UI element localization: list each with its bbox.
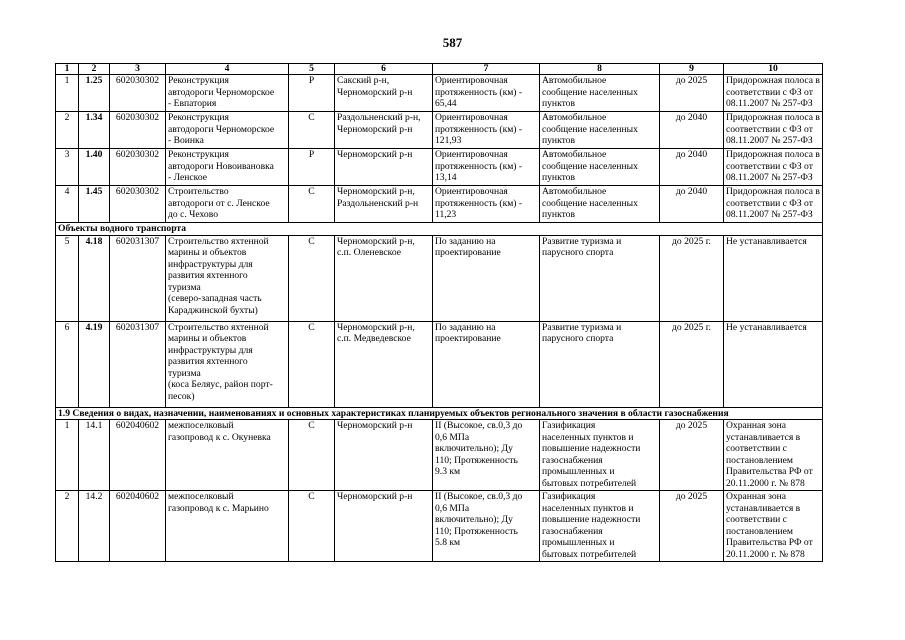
cell-restrictions: Охранная зона устанавливается в соответствии с постановлением Правительства РФ от 20.11.2000 г. № 878 [724,491,823,562]
cell-restrictions: Не устанавливается [724,235,823,321]
cell-location: Черноморский р-н [335,491,433,562]
header-row [56,64,823,75]
header-cell: 3 [110,64,166,75]
cell-characteristics: II (Высокое, св.0,3 до 0,6 МПа включительно); Ду 110; Протяженность 9.3 км [433,420,540,491]
table-row [56,321,823,407]
cell-object-code: 14.1 [79,420,110,491]
cell-row-number: 2 [56,491,79,562]
cell-object-code: 4.18 [79,235,110,321]
header-cell: 7 [433,64,540,75]
cell-characteristics: Ориентировочная протяженность (км) - 121,93 [433,112,540,149]
header-cell: 5 [289,64,335,75]
cell-object-name: межпоселковый газопровод к с. Окуневка [166,420,289,491]
cell-object-name: Строительство яхтенной марины и объектов инфраструктуры для развития яхтенного туризма (северо-западная часть Караджинской бухты) [166,235,289,321]
cell-purpose: Автомобильное сообщение населенных пунктов [540,186,660,223]
cell-row-number: 4 [56,186,79,223]
cell-object-code: 4.19 [79,321,110,407]
cell-object-code: 1.40 [79,149,110,186]
cell-deadline: до 2025 г. [660,321,724,407]
table-row [56,149,823,186]
cell-purpose: Автомобильное сообщение населенных пунктов [540,149,660,186]
section-row [56,223,823,236]
cell-object-code: 14.2 [79,491,110,562]
cell-restrictions: Придорожная полоса в соответствии с ФЗ от 08.11.2007 № 257-ФЗ [724,75,823,112]
cell-object-code: 1.34 [79,112,110,149]
cell-restrictions: Не устанавливается [724,321,823,407]
cell-location: Черноморский р-н, с.п. Оленевское [335,235,433,321]
cell-row-number: 1 [56,75,79,112]
header-cell: 2 [79,64,110,75]
cell-restrictions: Придорожная полоса в соответствии с ФЗ от 08.11.2007 № 257-ФЗ [724,112,823,149]
page-number: 587 [442,35,463,50]
water-section [56,223,823,236]
cell-row-number: 2 [56,112,79,149]
cell-characteristics: II (Высокое, св.0,3 до 0,6 МПа включительно); Ду 110; Протяженность 5.8 км [433,491,540,562]
cell-deadline: до 2025 [660,75,724,112]
cell-status: С [289,186,335,223]
cell-type-code: 602040602 [110,491,166,562]
cell-purpose: Автомобильное сообщение населенных пунктов [540,75,660,112]
cell-object-name: Строительство яхтенной марины и объектов инфраструктуры для развития яхтенного туризма (коса Беляус, район порт- песок) [166,321,289,407]
cell-object-name: Реконструкция автодороги Черноморское - Воинка [166,112,289,149]
cell-object-name: Реконструкция автодороги Новоивановка - Ленское [166,149,289,186]
header-cell: 9 [660,64,724,75]
cell-restrictions: Придорожная полоса в соответствии с ФЗ от 08.11.2007 № 257-ФЗ [724,186,823,223]
cell-characteristics: По заданию на проектирование [433,235,540,321]
road-objects-group [56,75,823,223]
water-objects-group [56,235,823,407]
cell-purpose: Газификация населенных пунктов и повышение надежности газоснабжения промышленных и бытовых потребителей [540,491,660,562]
cell-location: Черноморский р-н, Раздольненский р-н [335,186,433,223]
cell-deadline: до 2040 [660,186,724,223]
cell-location: Черноморский р-н [335,149,433,186]
header-cell: 10 [724,64,823,75]
cell-characteristics: По заданию на проектирование [433,321,540,407]
cell-object-name: Строительство автодороги от с. Ленское до с. Чехово [166,186,289,223]
cell-characteristics: Ориентировочная протяженность (км) - 65,44 [433,75,540,112]
section-row [56,407,823,420]
cell-purpose: Автомобильное сообщение населенных пунктов [540,112,660,149]
cell-deadline: до 2040 [660,112,724,149]
table-row [56,75,823,112]
cell-type-code: 602030302 [110,112,166,149]
cell-status: С [289,321,335,407]
header-cell: 1 [56,64,79,75]
cell-row-number: 6 [56,321,79,407]
header-cell: 4 [166,64,289,75]
cell-type-code: 602030302 [110,186,166,223]
gas-section [56,407,823,420]
cell-deadline: до 2040 [660,149,724,186]
table-row [56,420,823,491]
table-row [56,235,823,321]
cell-restrictions: Придорожная полоса в соответствии с ФЗ от 08.11.2007 № 257-ФЗ [724,149,823,186]
cell-characteristics: Ориентировочная протяженность (км) - 13,14 [433,149,540,186]
cell-object-code: 1.45 [79,186,110,223]
cell-type-code: 602030302 [110,75,166,112]
cell-status: Р [289,75,335,112]
cell-location: Раздольненский р-н, Черноморский р-н [335,112,433,149]
table-row [56,186,823,223]
cell-row-number: 1 [56,420,79,491]
gas-objects-group [56,420,823,562]
cell-status: С [289,235,335,321]
cell-deadline: до 2025 [660,491,724,562]
table-row [56,112,823,149]
section-title-water: Объекты водного транспорта [56,223,823,236]
cell-purpose: Газификация населенных пунктов и повышение надежности газоснабжения промышленных и бытовых потребителей [540,420,660,491]
cell-characteristics: Ориентировочная протяженность (км) - 11,23 [433,186,540,223]
header-cell: 6 [335,64,433,75]
cell-type-code: 602030302 [110,149,166,186]
cell-deadline: до 2025 [660,420,724,491]
cell-deadline: до 2025 г. [660,235,724,321]
cell-object-code: 1.25 [79,75,110,112]
cell-type-code: 602040602 [110,420,166,491]
cell-type-code: 602031307 [110,321,166,407]
cell-row-number: 5 [56,235,79,321]
header-cell: 8 [540,64,660,75]
section-title-gas: 1.9 Сведения о видах, назначении, наименованиях и основных характеристиках планируемых объектов регионального значения в области газоснабжения [56,407,823,420]
cell-status: Р [289,149,335,186]
table-row [56,491,823,562]
cell-row-number: 3 [56,149,79,186]
cell-object-name: межпоселковый газопровод к с. Марьино [166,491,289,562]
planning-objects-table [55,63,823,562]
cell-location: Сакский р-н, Черноморский р-н [335,75,433,112]
cell-restrictions: Охранная зона устанавливается в соответствии с постановлением Правительства РФ от 20.11.2000 г. № 878 [724,420,823,491]
cell-location: Черноморский р-н [335,420,433,491]
cell-status: С [289,491,335,562]
cell-status: С [289,112,335,149]
cell-purpose: Развитие туризма и парусного спорта [540,235,660,321]
cell-location: Черноморский р-н, с.п. Медведевское [335,321,433,407]
cell-status: С [289,420,335,491]
cell-type-code: 602031307 [110,235,166,321]
cell-purpose: Развитие туризма и парусного спорта [540,321,660,407]
cell-object-name: Реконструкция автодороги Черноморское - Евпатория [166,75,289,112]
